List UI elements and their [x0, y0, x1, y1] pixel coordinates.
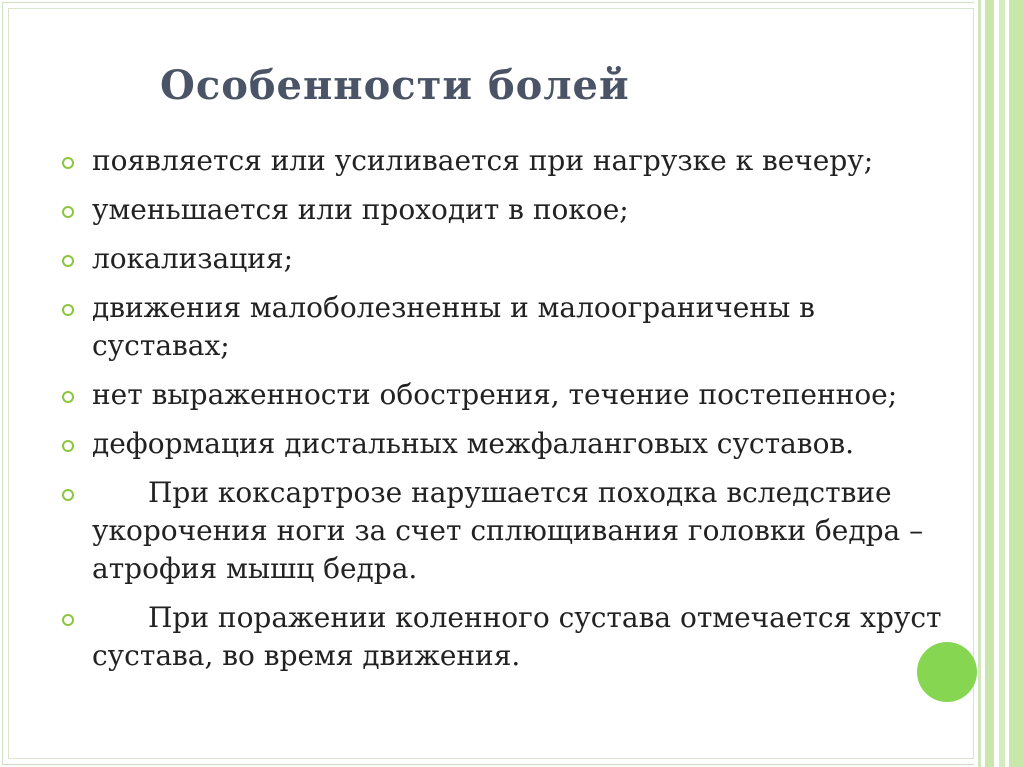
bullet-ring-icon: [62, 255, 74, 267]
bullet-text: При поражении коленного сустава отмечается хруст сустава, во время движения.: [92, 601, 942, 672]
bullet-list: [58, 142, 948, 686]
bullet-item: [58, 240, 948, 278]
bullet-ring-icon: [62, 304, 74, 316]
bullet-item: [58, 425, 948, 463]
bullet-ring-icon: [62, 440, 74, 452]
bullet-item: [58, 289, 948, 365]
bullet-item: [58, 599, 948, 675]
bullet-text: При коксартрозе нарушается походка вследствие укорочения ноги за счет сплющивания головки бедра – атрофия мышц бедра.: [92, 476, 924, 585]
bullet-ring-icon: [62, 157, 74, 169]
bullet-ring-icon: [62, 614, 74, 626]
bullet-text: появляется или усиливается при нагрузке к вечеру;: [92, 144, 874, 177]
bullet-text: локализация;: [92, 242, 294, 275]
bullet-item: [58, 142, 948, 180]
bullet-item: [58, 191, 948, 229]
bullet-ring-icon: [62, 489, 74, 501]
bullet-text: нет выраженности обострения, течение постепенное;: [92, 378, 898, 411]
bullet-ring-icon: [62, 391, 74, 403]
bullet-text: деформация дистальных межфаланговых суставов.: [92, 427, 855, 460]
green-circle-decoration: [917, 642, 977, 702]
bullet-item: [58, 376, 948, 414]
bullet-text: уменьшается или проходит в покое;: [92, 193, 629, 226]
bullet-ring-icon: [62, 206, 74, 218]
slide-title: Особенности болей: [160, 62, 630, 109]
decorative-stripes: [974, 0, 1024, 767]
bullet-item: [58, 474, 948, 588]
bullet-text: движения малоболезненны и малоограничены в суставах;: [92, 291, 815, 362]
